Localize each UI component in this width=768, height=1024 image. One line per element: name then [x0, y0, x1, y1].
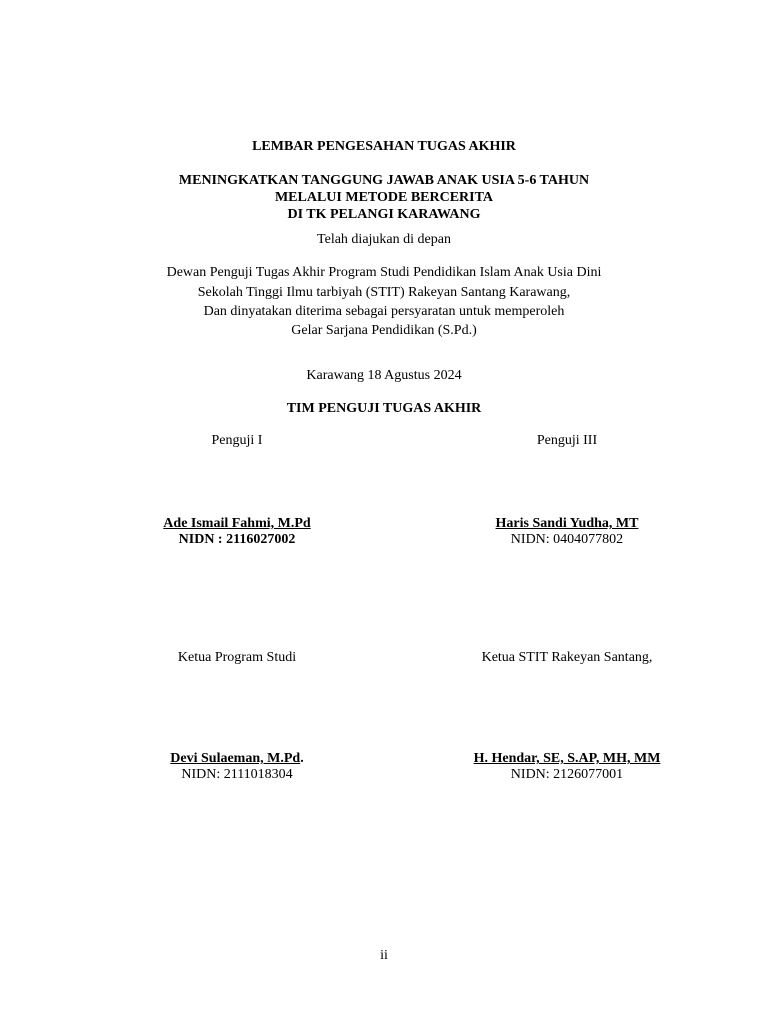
submitted-text: Telah diajukan di depan: [317, 232, 451, 247]
program-head-name: Devi Sulaeman, M.Pd: [170, 751, 301, 766]
team-heading: TIM PENGUJI TUGAS AKHIR: [286, 401, 482, 416]
program-head-role: Ketua Program Studi: [177, 650, 297, 665]
examiner-3-name: Haris Sandi Yudha, MT: [495, 516, 639, 531]
thesis-title-line-1: MENINGKATKAN TANGGUNG JAWAB ANAK USIA 5-6 TAHUN: [178, 173, 590, 188]
examiner-3-role: Penguji III: [536, 433, 598, 448]
program-head-name-suffix: .: [300, 751, 304, 766]
statement-line-1: Dewan Penguji Tugas Akhir Program Studi Pendidikan Islam Anak Usia Dini: [166, 265, 602, 280]
stit-head-role: Ketua STIT Rakeyan Santang,: [481, 650, 653, 665]
thesis-title-line-3: DI TK PELANGI KARAWANG: [287, 207, 481, 222]
place-date: Karawang 18 Agustus 2024: [306, 368, 462, 383]
stit-head-nidn: NIDN: 2126077001: [510, 767, 624, 782]
examiner-1-role: Penguji I: [211, 433, 263, 448]
thesis-title-line-2: MELALUI METODE BERCERITA: [274, 190, 494, 205]
page-number: ii: [380, 948, 388, 963]
examiner-3-nidn: NIDN: 0404077802: [510, 532, 624, 547]
examiner-1-nidn: NIDN : 2116027002: [178, 532, 296, 547]
program-head-nidn: NIDN: 2111018304: [181, 767, 293, 782]
program-head-name-line: [117, 751, 357, 767]
statement-line-2: Sekolah Tinggi Ilmu tarbiyah (STIT) Rakeyan Santang Karawang,: [197, 285, 571, 300]
statement-line-3: Dan dinyatakan diterima sebagai persyaratan untuk memperoleh: [203, 304, 565, 319]
page-heading: LEMBAR PENGESAHAN TUGAS AKHIR: [252, 139, 516, 154]
stit-head-name: H. Hendar, SE, S.AP, MH, MM: [473, 751, 661, 766]
statement-line-4: Gelar Sarjana Pendidikan (S.Pd.): [291, 323, 477, 338]
examiner-1-name: Ade Ismail Fahmi, M.Pd: [163, 516, 311, 531]
